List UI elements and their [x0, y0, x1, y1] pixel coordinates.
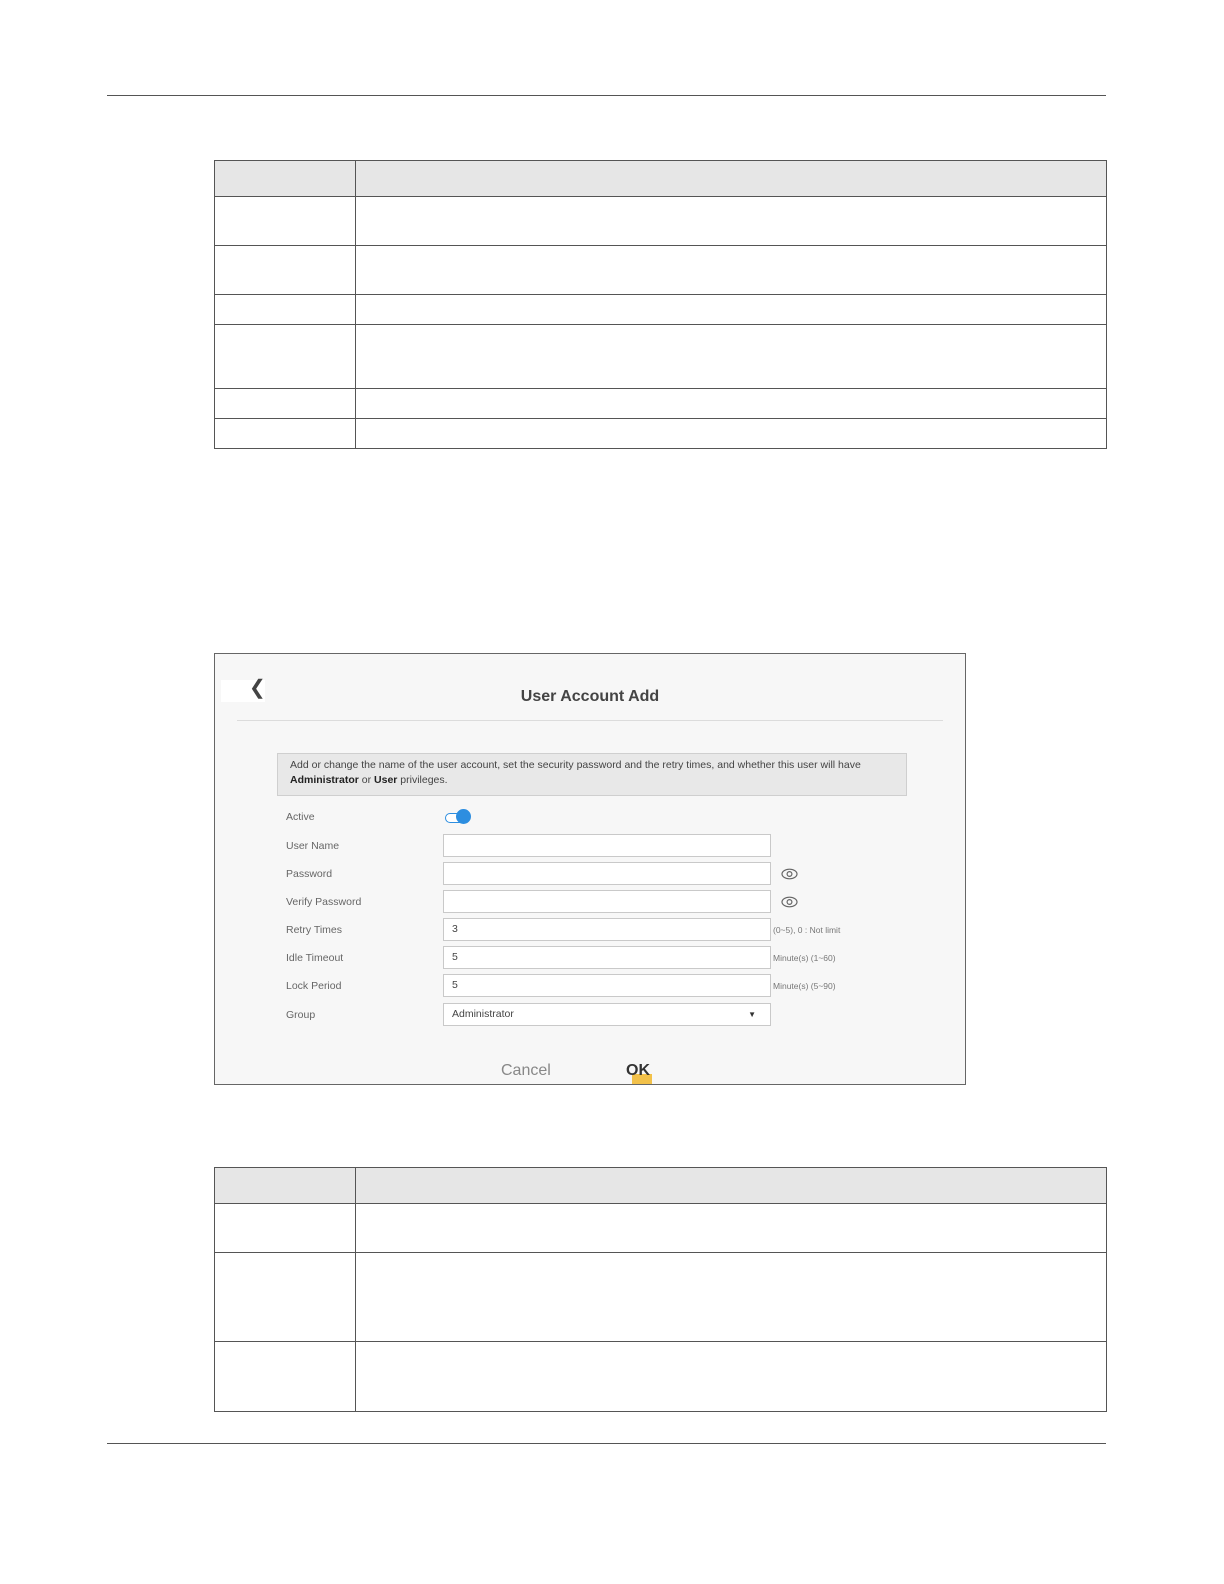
idle-timeout-label: Idle Timeout [286, 952, 344, 964]
password-field[interactable] [443, 862, 771, 885]
verify-password-label: Verify Password [286, 896, 362, 908]
table-row [215, 389, 1107, 419]
table-row [215, 295, 1107, 325]
cancel-button[interactable]: Cancel [501, 1062, 551, 1079]
group-label: Group [286, 1009, 316, 1021]
info-suffix: privileges. [397, 774, 448, 786]
user-name-label: User Name [286, 840, 340, 852]
table-row [215, 1253, 1107, 1342]
lock-period-hint: Minute(s) (5~90) [773, 981, 836, 991]
retry-times-field[interactable]: 3 [443, 918, 771, 941]
table-row [215, 419, 1107, 449]
user-account-add-screen [214, 653, 966, 1085]
table-row [215, 1342, 1107, 1412]
idle-timeout-field[interactable]: 5 [443, 946, 771, 969]
info-banner [277, 753, 907, 796]
header-rule [107, 95, 1106, 96]
show-password-eye-icon[interactable] [781, 868, 798, 880]
table-header-row [215, 1168, 1107, 1204]
verify-password-field[interactable] [443, 890, 771, 913]
info-user: User [374, 774, 398, 786]
dropdown-arrow-icon: ▼ [748, 1010, 756, 1019]
table-row [215, 197, 1107, 246]
title-divider [237, 720, 943, 721]
info-admin: Administrator [290, 774, 359, 786]
info-text: Add or change the name of the user account, set the security password and the retry times, and whether this user will have [290, 759, 861, 771]
ok-button[interactable]: OK [626, 1062, 650, 1079]
idle-timeout-hint: Minute(s) (1~60) [773, 953, 836, 963]
show-verify-password-eye-icon[interactable] [781, 896, 798, 908]
table-row [215, 246, 1107, 295]
page-title: User Account Add [520, 688, 660, 705]
user-name-field[interactable] [443, 834, 771, 857]
retry-times-hint: (0~5), 0 : Not limit [773, 925, 841, 935]
table-row [215, 1204, 1107, 1253]
active-toggle[interactable] [445, 811, 471, 823]
footer-rule [107, 1443, 1106, 1444]
active-label: Active [286, 811, 315, 823]
table-row [215, 325, 1107, 389]
group-select[interactable] [443, 1003, 771, 1026]
lock-period-field[interactable]: 5 [443, 974, 771, 997]
toggle-knob [456, 809, 471, 824]
table-header-row [215, 161, 1107, 197]
password-label: Password [286, 868, 333, 880]
back-chevron-icon[interactable]: ❮ [249, 677, 266, 699]
doc-table-bottom [214, 1167, 1107, 1412]
retry-times-label: Retry Times [286, 924, 343, 936]
lock-period-label: Lock Period [286, 980, 342, 992]
info-or: or [358, 774, 375, 786]
doc-table-top [214, 160, 1107, 449]
group-selected-value: Administrator [452, 1008, 514, 1020]
